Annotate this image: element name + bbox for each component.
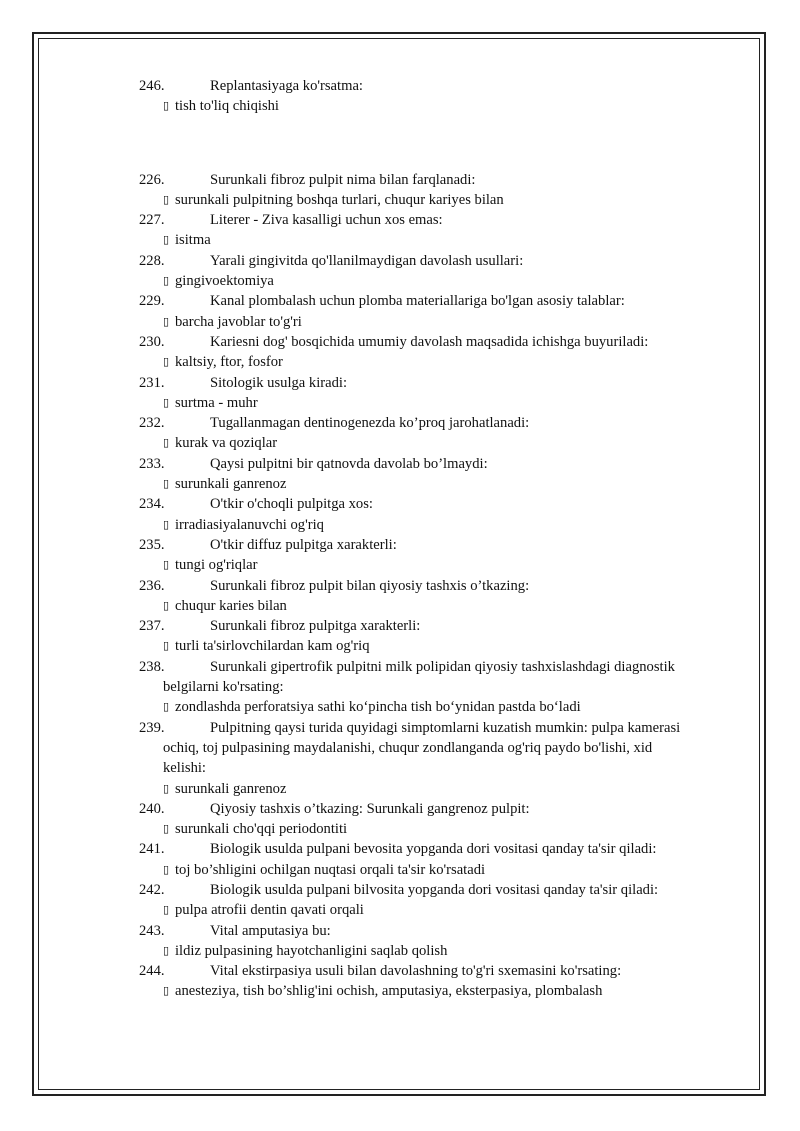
question-text-continued: kelishi: [163, 760, 206, 777]
question-text: Biologik usulda pulpani bevosita yopganda dori vositasi qanday ta'sir qiladi: [210, 841, 657, 858]
question-line [139, 76, 739, 96]
question-text: Tugallanmagan dentinogenezda ko’proq jarohatlanadi: [210, 415, 530, 432]
answer-line [139, 555, 739, 575]
question-text-continued: belgilarni ko'rsating: [163, 679, 284, 696]
top-question-group [139, 76, 739, 117]
question-text: Surunkali gipertrofik pulpitni milk polipidan qiyosiy tashxislashdagi diagnostik [210, 658, 675, 675]
answer-text: surtma - muhr [175, 394, 258, 411]
section-gap [139, 117, 739, 170]
answer-bullet-icon: ▯ [163, 517, 170, 531]
answer-bullet-icon: ▯ [163, 99, 170, 113]
answer-line [139, 515, 739, 535]
answer-text: surunkali ganrenoz [175, 476, 287, 493]
question-item [139, 718, 739, 799]
answer-text: ildiz pulpasining hayotchanligini saqlab qolish [175, 942, 448, 959]
question-text: Surunkali fibroz pulpitga xarakterli: [210, 618, 421, 635]
question-line [139, 494, 739, 514]
question-item [139, 576, 739, 617]
question-list [139, 76, 739, 1002]
question-item [139, 454, 739, 495]
question-number: 234. [139, 496, 165, 513]
question-number: 230. [139, 333, 165, 350]
question-number: 231. [139, 374, 165, 391]
answer-text: toj bo’shligini ochilgan nuqtasi orqali ta'sir ko'rsatadi [175, 861, 486, 878]
question-text: Qaysi pulpitni bir qatnovda davolab bo’lmaydi: [210, 455, 488, 472]
question-number: 241. [139, 841, 165, 858]
question-number: 238. [139, 658, 165, 675]
question-text: Kanal plombalash uchun plomba materiallariga bo'lgan asosiy talablar: [210, 293, 625, 310]
question-number: 228. [139, 252, 165, 269]
answer-bullet-icon: ▯ [163, 700, 170, 714]
answer-text: zondlashda perforatsiya sathi ko‘pincha tish bo‘ynidan pastda bo‘ladi [175, 699, 581, 716]
answer-line [139, 312, 739, 332]
answer-line [139, 96, 739, 116]
answer-text: surunkali pulpitning boshqa turlari, chuqur kariyes bilan [175, 191, 504, 208]
answer-text: gingivoektomiya [175, 273, 274, 290]
question-item [139, 170, 739, 211]
answer-text: surunkali cho'qqi periodontiti [175, 821, 348, 838]
question-text: Surunkali fibroz pulpit nima bilan farqlanadi: [210, 171, 476, 188]
question-line [139, 657, 739, 677]
question-line [139, 454, 739, 474]
question-line [139, 576, 739, 596]
question-line [139, 291, 739, 311]
answer-line [139, 941, 739, 961]
answer-line [139, 596, 739, 616]
answer-bullet-icon: ▯ [163, 862, 170, 876]
question-item [139, 413, 739, 454]
answer-line [139, 352, 739, 372]
question-line [139, 616, 739, 636]
answer-text: anesteziya, tish bo’shlig'ini ochish, amputasiya, eksterpasiya, plombalash [175, 983, 603, 1000]
question-number: 233. [139, 455, 165, 472]
answer-line [139, 819, 739, 839]
question-item [139, 921, 739, 962]
answer-bullet-icon: ▯ [163, 984, 170, 998]
question-line [139, 921, 739, 941]
question-text: O'tkir o'choqli pulpitga xos: [210, 496, 373, 513]
question-text: Biologik usulda pulpani bilvosita yopganda dori vositasi qanday ta'sir qiladi: [210, 881, 659, 898]
answer-line [139, 860, 739, 880]
question-text: Surunkali fibroz pulpit bilan qiyosiy tashxis o’tkazing: [210, 577, 530, 594]
question-item [139, 291, 739, 332]
question-item [139, 657, 739, 718]
answer-text: surunkali ganrenoz [175, 780, 287, 797]
question-text: Vital amputasiya bu: [210, 922, 331, 939]
question-number: 237. [139, 618, 165, 635]
answer-line [139, 271, 739, 291]
question-number: 243. [139, 922, 165, 939]
question-item [139, 961, 739, 1002]
answer-bullet-icon: ▯ [163, 355, 170, 369]
question-text: Pulpitning qaysi turida quyidagi simptomlarni kuzatish mumkin: pulpa kamerasi [210, 719, 681, 736]
answer-line [139, 190, 739, 210]
question-item [139, 373, 739, 414]
answer-line [139, 636, 739, 656]
question-text: Qiyosiy tashxis o’tkazing: Surunkali gangrenoz pulpit: [210, 800, 530, 817]
question-text: Vital ekstirpasiya usuli bilan davolashning to'g'ri sxemasini ko'rsating: [210, 963, 622, 980]
answer-bullet-icon: ▯ [163, 822, 170, 836]
question-item [139, 251, 739, 292]
answer-text: irradiasiyalanuvchi og'riq [175, 516, 324, 533]
question-number: 227. [139, 212, 165, 229]
answer-text: barcha javoblar to'g'ri [175, 313, 302, 330]
answer-line [139, 230, 739, 250]
question-number: 242. [139, 881, 165, 898]
question-line [139, 718, 739, 738]
question-number: 239. [139, 719, 165, 736]
answer-bullet-icon: ▯ [163, 558, 170, 572]
answer-bullet-icon: ▯ [163, 943, 170, 957]
answer-text: chuqur karies bilan [175, 597, 287, 614]
answer-line [139, 393, 739, 413]
question-text: Yarali gingivitda qo'llanilmaydigan davolash usullari: [210, 252, 524, 269]
question-number: 236. [139, 577, 165, 594]
answer-bullet-icon: ▯ [163, 233, 170, 247]
question-item [139, 76, 739, 117]
question-line [139, 961, 739, 981]
answer-line [139, 433, 739, 453]
answer-line [139, 474, 739, 494]
question-number: 226. [139, 171, 165, 188]
question-line [139, 413, 739, 433]
answer-bullet-icon: ▯ [163, 436, 170, 450]
question-line [139, 251, 739, 271]
question-item [139, 332, 739, 373]
question-line [139, 799, 739, 819]
question-item [139, 535, 739, 576]
main-question-group [139, 170, 739, 1002]
question-item [139, 494, 739, 535]
answer-bullet-icon: ▯ [163, 781, 170, 795]
answer-bullet-icon: ▯ [163, 314, 170, 328]
answer-bullet-icon: ▯ [163, 903, 170, 917]
question-line [139, 535, 739, 555]
answer-text: kaltsiy, ftor, fosfor [175, 354, 283, 371]
answer-bullet-icon: ▯ [163, 274, 170, 288]
question-text: O'tkir diffuz pulpitga xarakterli: [210, 536, 397, 553]
answer-text: turli ta'sirlovchilardan kam og'riq [175, 638, 370, 655]
question-number: 240. [139, 800, 165, 817]
question-item [139, 839, 739, 880]
question-number: 232. [139, 415, 165, 432]
question-line [139, 210, 739, 230]
answer-text: isitma [175, 232, 211, 249]
answer-line [139, 900, 739, 920]
question-number: 244. [139, 963, 165, 980]
question-item [139, 799, 739, 840]
question-item [139, 210, 739, 251]
question-item [139, 880, 739, 921]
question-line [139, 839, 739, 859]
answer-line [139, 779, 739, 799]
answer-bullet-icon: ▯ [163, 639, 170, 653]
answer-text: pulpa atrofii dentin qavati orqali [175, 902, 364, 919]
question-text-continued: ochiq, toj pulpasining maydalanishi, chuqur zondlanganda og'riq paydo bo'lishi, xid [163, 739, 653, 756]
question-text: Sitologik usulga kiradi: [210, 374, 348, 391]
answer-text: tish to'liq chiqishi [175, 98, 279, 115]
question-number: 246. [139, 78, 165, 94]
answer-bullet-icon: ▯ [163, 395, 170, 409]
answer-bullet-icon: ▯ [163, 192, 170, 206]
question-number: 235. [139, 536, 165, 553]
question-line [139, 170, 739, 190]
question-line [139, 373, 739, 393]
question-line [139, 880, 739, 900]
answer-bullet-icon: ▯ [163, 477, 170, 491]
question-text: Kariesni dog' bosqichida umumiy davolash maqsadida ichishga buyuriladi: [210, 333, 649, 350]
question-number: 229. [139, 293, 165, 310]
question-item [139, 616, 739, 657]
question-text: Replantasiyaga ko'rsatma: [210, 78, 363, 94]
answer-bullet-icon: ▯ [163, 598, 170, 612]
answer-line [139, 981, 739, 1001]
answer-line [139, 697, 739, 717]
question-text: Literer - Ziva kasalligi uchun xos emas: [210, 212, 443, 229]
question-line [139, 332, 739, 352]
answer-text: tungi og'riqlar [175, 557, 258, 574]
answer-text: kurak va qoziqlar [175, 435, 278, 452]
